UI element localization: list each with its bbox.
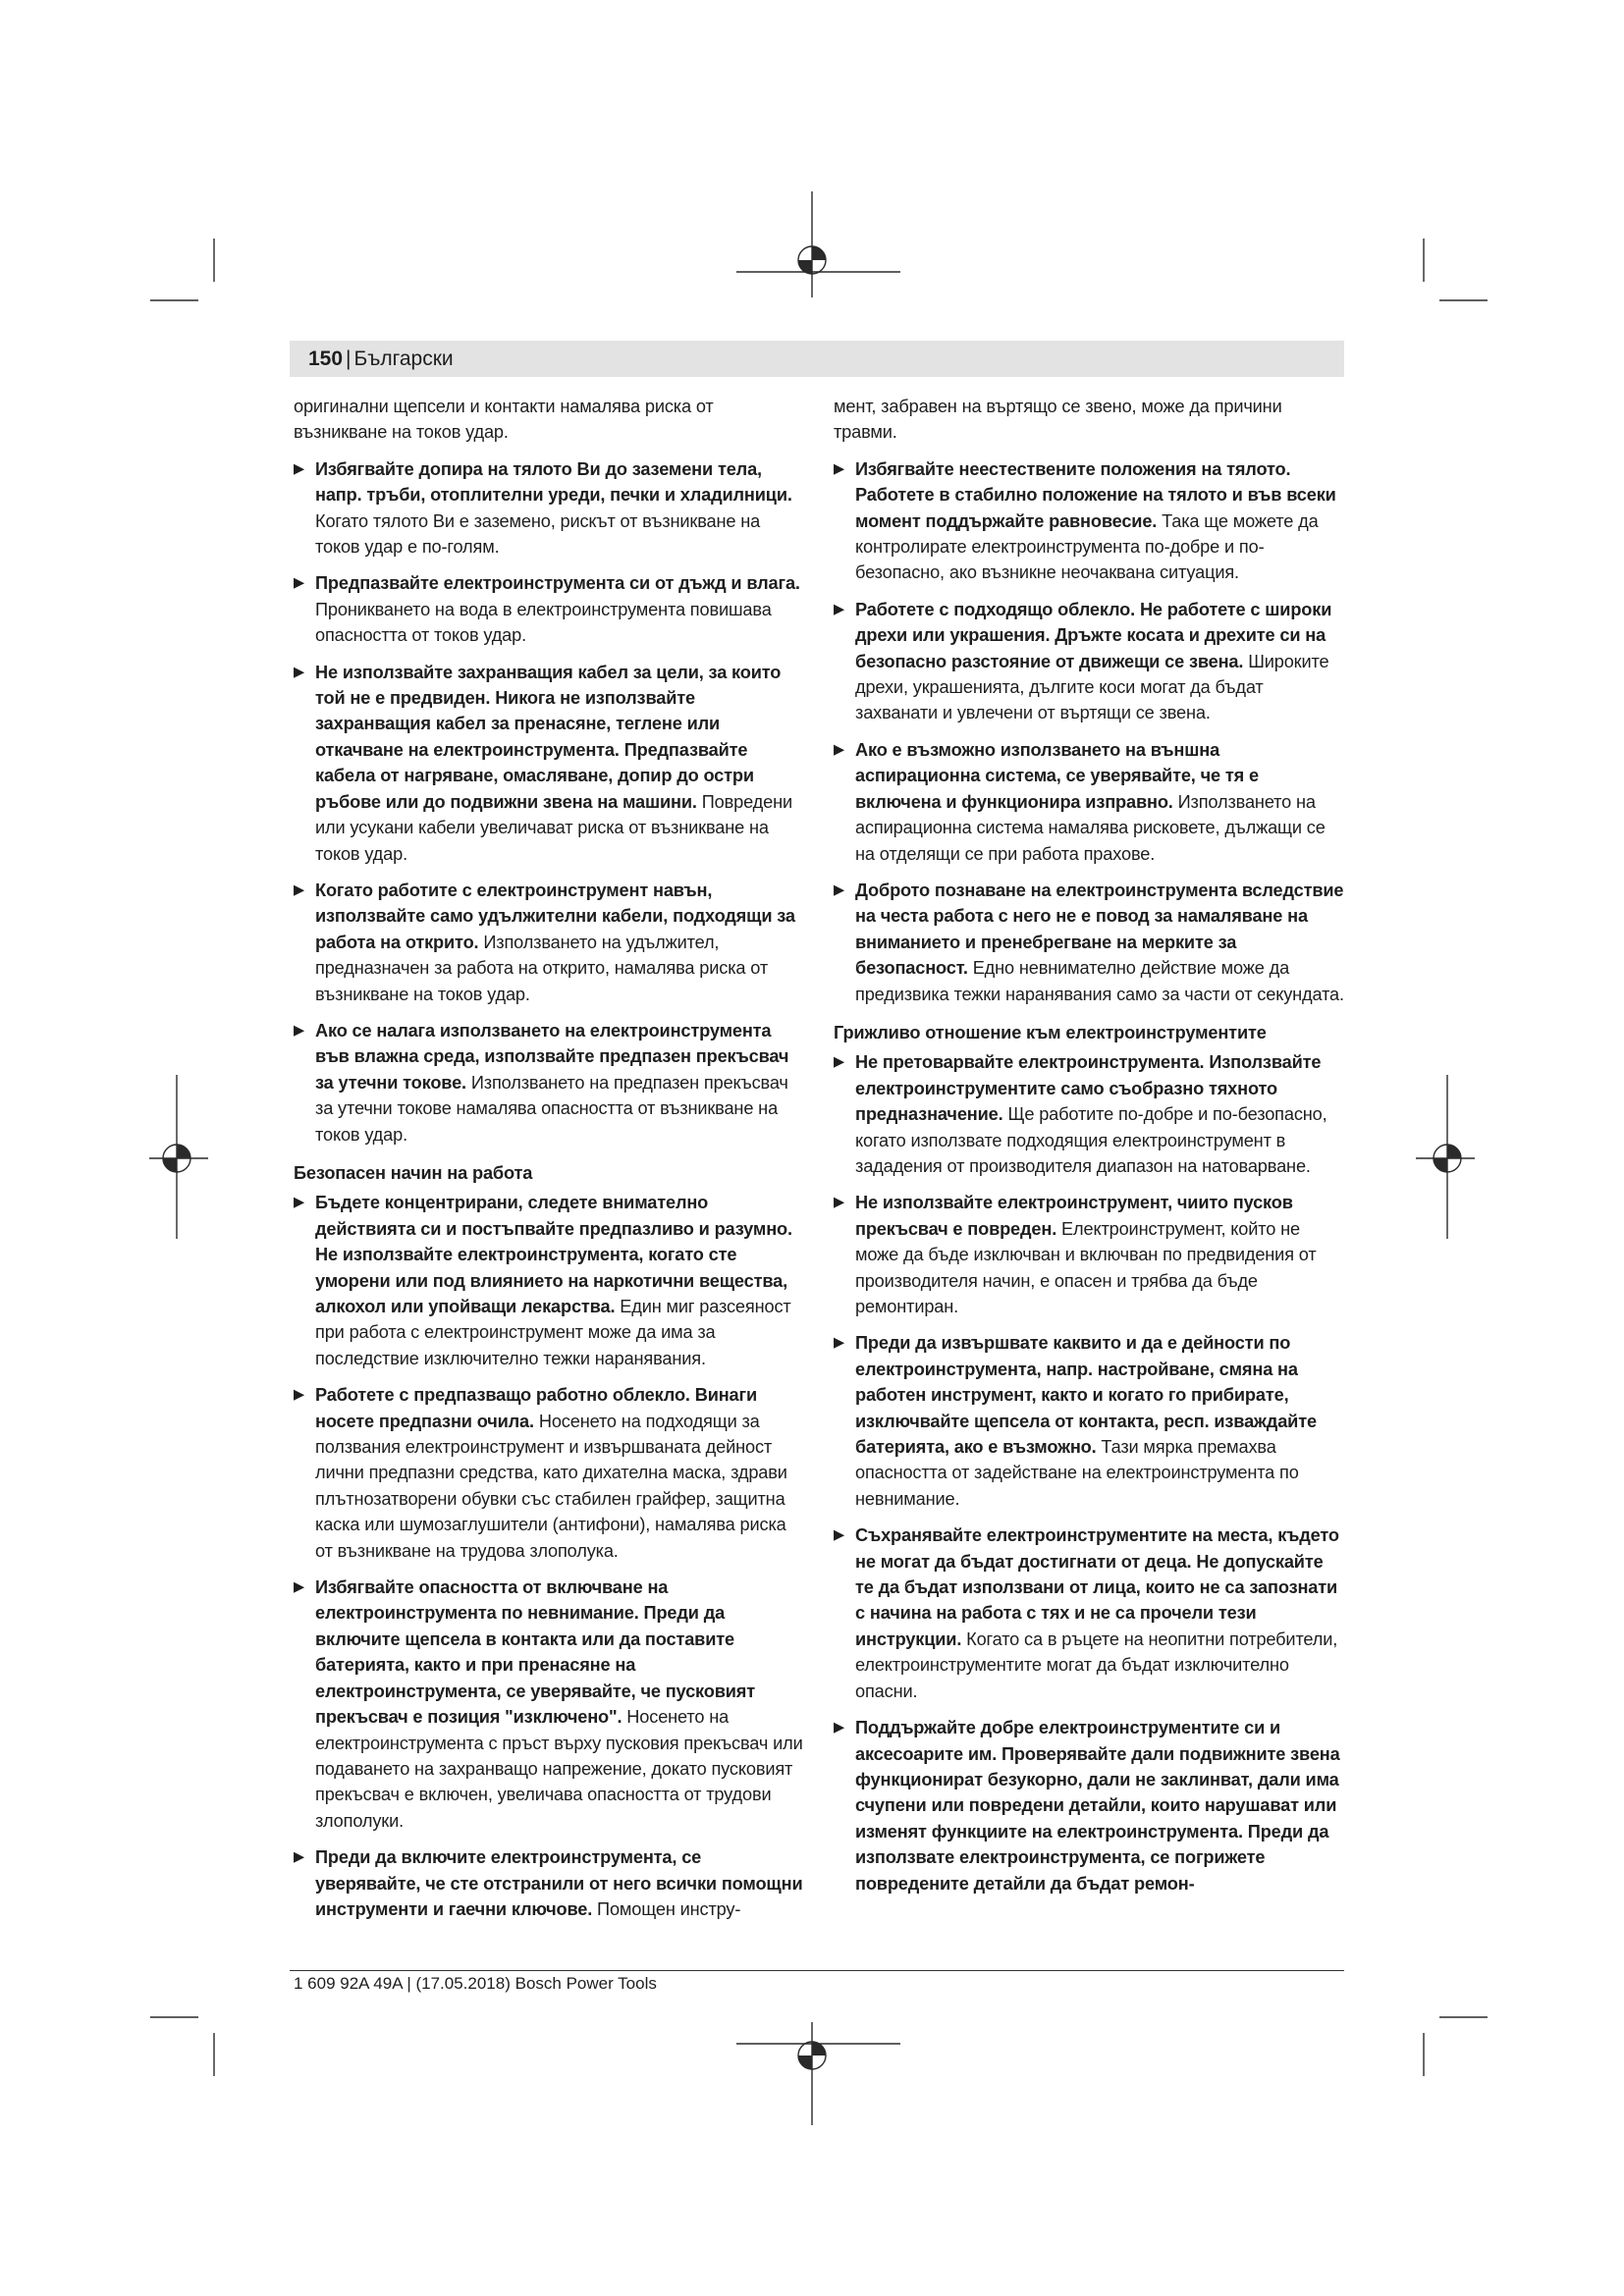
instruction-text: Когато тялото Ви е заземено, рискът от възникване на токов удар е по-голям. [315, 510, 761, 558]
safety-instruction [834, 1715, 1346, 1896]
instruction-text: Когато са в ръцете на неопитни потребители, електроинструментите могат да бъдат изключително опасни. [855, 1629, 1338, 1701]
header-text [308, 347, 454, 371]
instruction-bold: Поддържайте добре електроинструментите си и аксесоарите им. Проверявайте дали подвижните звена функционират безукорно, дали не заклинват, дали има счупени или повредени детайли, които нарушават или изменят функциите на електроинструмента. Преди да използвате електроинструмента, се погрижете повредените детайли да бъдат ремон- [855, 1718, 1340, 1894]
instruction-text: Носенето на електроинструмента с пръст върху пусковия прекъсвач или подаването на захранващо напрежение, докато пусковият прекъсвач е включен, увеличава опасността от трудови злополуки. [315, 1707, 803, 1831]
instruction-bold: Не използвайте електроинструмент, чиито пусков прекъсвач е повреден. [855, 1193, 1293, 1239]
header-language: Български [353, 347, 454, 370]
page-number: 150 [308, 347, 344, 370]
instruction-text: Използването на аспирационна система намалява рисковете, дължащи се на отделящи се при работа прахове. [855, 791, 1326, 864]
instruction-bold: Избягвайте опасността от включване на електроинструмента по невнимание. Преди да включите щепсела в контакта или да поставите батерията, както и при пренасяне на електроинструмента, се уверявайте, че пусковият прекъсвач е позиция "изключено". [315, 1577, 755, 1728]
instruction-text: Тази мярка премахва опасността от задействане на електроинструмента по невнимание. [855, 1437, 1299, 1509]
instruction-bold: Работете с предпазващо работно облекло. Винаги носете предпазни очила. [315, 1385, 757, 1431]
page-header [290, 341, 1344, 377]
instruction-text: Един миг разсеяност при работа с електроинструмент може да има за последствие изключително тежки наранявания. [315, 1297, 791, 1368]
safety-instruction [294, 1018, 806, 1148]
instruction-text: Така ще можете да контролирате електроинструмента по-добре и по-безопасно, ако възникне неочаквана ситуация. [855, 510, 1319, 583]
left-column [294, 394, 806, 1922]
continued-paragraph: мент, забравен на въртящо се звено, може да причини травми. [834, 397, 1282, 443]
instruction-bold: Избягвайте неестествените положения на тялото. Работете в стабилно положение на тялото и във всеки момент поддържайте равновесие. [855, 458, 1336, 531]
safety-instruction [294, 878, 806, 1007]
instruction-bold: Преди да извършвате каквито и да е дейности по електроинструмента, напр. настройване, смяна на работен инструмент, както и когато го прибирате, изключвайте щепсела от контакта, респ. изваждайте батерията, ако е възможно. [855, 1333, 1317, 1458]
instruction-bold: Избягвайте допира на тялото Ви до заземени тела, напр. тръби, отоплителни уреди, печки и хладилници. [315, 458, 792, 506]
instruction-bold: Бъдете концентрирани, следете внимателно действията си и постъпвайте предпазливо и разумно. Не използвайте електроинструмента, когато сте уморени или под влиянието на наркотични вещества, алкохол или упойващи лекарства. [315, 1193, 792, 1316]
safety-instruction [294, 660, 806, 867]
safety-instruction [294, 456, 806, 561]
header-separator: | [346, 347, 352, 370]
safety-instruction [294, 1575, 806, 1834]
safety-instruction [294, 1844, 806, 1922]
right-column [834, 394, 1346, 1896]
safety-instruction [834, 737, 1346, 867]
safety-instruction [834, 1049, 1346, 1179]
safety-instruction [834, 597, 1346, 726]
instruction-text: Ще работите по-добре и по-безопасно, когато използвате подходящия електроинструмент в зададения от производителя диапазон на натоварване. [855, 1104, 1327, 1176]
instruction-text: Повредени или усукани кабели увеличават риска от възникване на токов удар. [315, 791, 792, 864]
instruction-bold: Съхранявайте електроинструментите на места, където не могат да бъдат достигнати от деца. Не допускайте те да бъдат използвани от лица, които не са запознати с начина на работа с тях и не са прочели тези инструкции. [855, 1525, 1339, 1649]
instruction-bold: Не използвайте захранващия кабел за цели, за които той не е предвиден. Никога не използвайте захранващия кабел за пренасяне, теглене или откачване на електроинструмента. Предпазвайте кабела от нагряване, омасляване, допир до остри ръбове или до подвижни звена на машини. [315, 662, 782, 812]
instruction-text: Електроинструмент, който не може да бъде изключван и включван по предвидения от производителя начин, е опасен и трябва да бъде ремонтиран. [855, 1218, 1317, 1316]
section-heading: Грижливо отношение към електроинструментите [834, 1022, 1267, 1042]
safety-instruction [834, 1190, 1346, 1319]
continued-paragraph: оригинални щепсели и контакти намалява риска от възникване на токов удар. [294, 397, 714, 443]
instruction-bold: Работете с подходящо облекло. Не работете с широки дрехи или украшения. Дръжте косата и дрехите си на безопасно разстояние от движещи се звена. [855, 599, 1332, 671]
instruction-bold: Преди да включите електроинструмента, се уверявайте, че сте отстранили от него всички помощни инструменти и гаечни ключове. [315, 1847, 803, 1919]
instruction-text: Помощен инстру- [597, 1898, 741, 1919]
instruction-bold: Ако е възможно използването на външна аспирационна система, се уверявайте, че тя е включена и функционира изправно. [855, 739, 1259, 812]
safety-instruction [834, 1522, 1346, 1704]
instruction-bold: Когато работите с електроинструмент навън, използвайте само удължителни кабели, подходящи за работа на открито. [315, 880, 795, 952]
section-heading: Безопасен начин на работа [294, 1162, 533, 1183]
instruction-text: Носенето на подходящи за ползвания електроинструмент и извършваната дейност лични предпазни средства, като дихателна маска, здрави плътнозатворени обувки със стабилен грайфер, защитна каска или шумозаглушители (антифони), намалява риска от възникване на трудова злополука. [315, 1411, 787, 1561]
footer-rule [290, 1970, 1344, 1971]
instruction-text: Проникването на вода в електроинструмента повишава опасността от токов удар. [315, 599, 772, 646]
safety-instruction [294, 1382, 806, 1564]
instruction-bold: Не претоварвайте електроинструмента. Използвайте електроинструментите само съобразно тяхното предназначение. [855, 1052, 1322, 1125]
safety-instruction [294, 1190, 806, 1371]
instruction-text: Широките дрехи, украшенията, дългите коси могат да бъдат захванати и увлечени от въртящи се звена. [855, 651, 1329, 723]
footer-text: 1 609 92A 49A | (17.05.2018) Bosch Power Tools [294, 1974, 657, 1993]
safety-instruction [834, 1330, 1346, 1512]
instruction-bold: Предпазвайте електроинструмента си от дъжд и влага. [315, 573, 800, 594]
instruction-bold: Доброто познаване на електроинструмента вследствие на честа работа с него не е повод за намаляване на вниманието и пренебрегване на мерките за безопасност. [855, 880, 1344, 979]
instruction-text: Използването на предпазен прекъсвач за утечни токове намалява опасността от възникване на токов удар. [315, 1072, 788, 1145]
safety-instruction [294, 570, 806, 648]
safety-instruction [834, 456, 1346, 586]
safety-instruction [834, 878, 1346, 1007]
instruction-bold: Ако се налага използването на електроинструмента във влажна среда, използвайте предпазен прекъсвач за утечни токове. [315, 1020, 789, 1093]
instruction-text: Едно невнимателно действие може да предизвика тежки наранявания само за части от секундата. [855, 958, 1344, 1004]
instruction-text: Използването на удължител, предназначен за работа на открито, намалява риска от възникване на токов удар. [315, 932, 769, 1004]
